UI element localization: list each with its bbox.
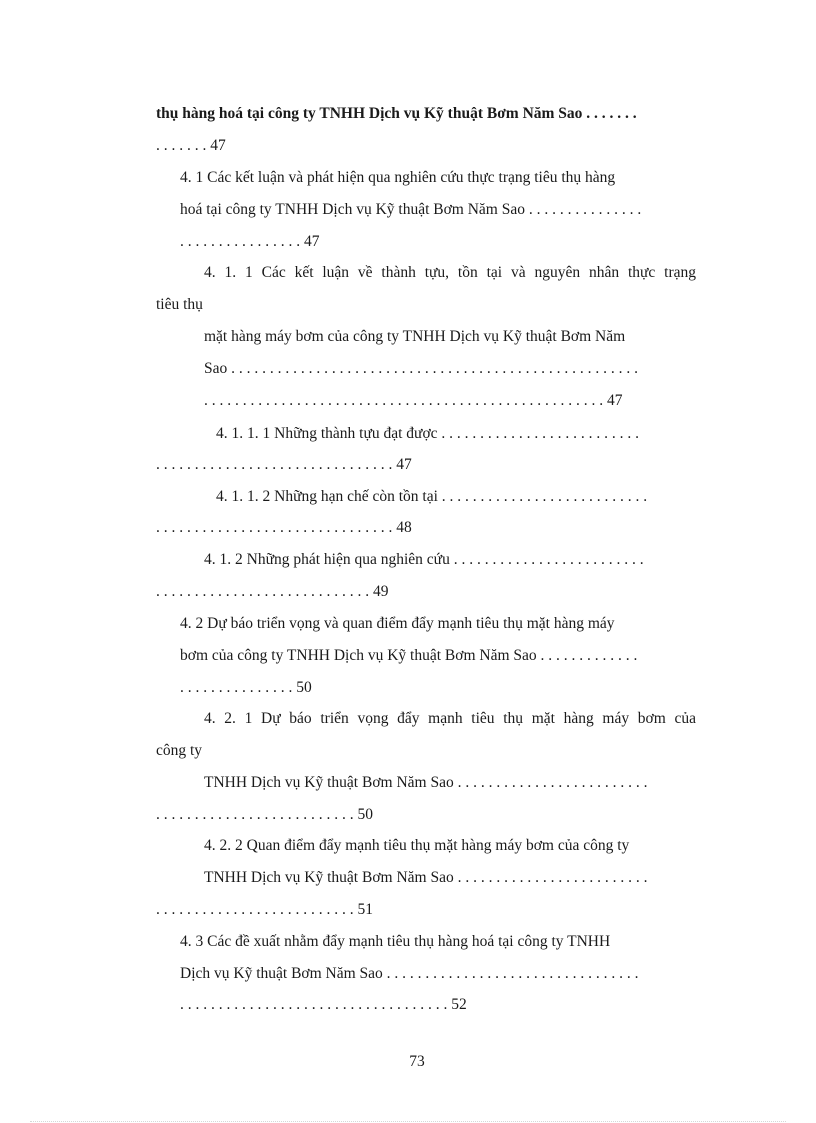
toc-entry-line: 4. 3 Các đề xuất nhằm đẩy mạnh tiêu thụ hàng hoá tại công ty TNHH (180, 933, 611, 950)
toc-entry-line: thụ hàng hoá tại công ty TNHH Dịch vụ Kỹ thuật Bơm Năm Sao . . . . . . . (156, 105, 637, 122)
toc-entry-page-ref: . . . . . . . 47 (156, 137, 226, 154)
toc-entry-line: 4. 1. 1. 1 Những thành tựu đạt được . . . . . . . . . . . . . . . . . . . . . . . . . . (216, 425, 640, 442)
toc-entry-page-ref: . . . . . . . . . . . . . . . . . . . . . . . . . . 50 (156, 806, 373, 823)
toc-entry-page-ref: . . . . . . . . . . . . . . . . 47 (180, 233, 320, 250)
toc-entry-line: 4. 1. 2 Những phát hiện qua nghiên cứu . . . . . . . . . . . . . . . . . . . . . . . . . (204, 551, 644, 568)
toc-entry-line: bơm của công ty TNHH Dịch vụ Kỹ thuật Bơm Năm Sao . . . . . . . . . . . . . (180, 647, 638, 664)
page-bottom-divider (30, 1121, 786, 1122)
toc-entry-line: 4. 1. 1 Các kết luận về thành tựu, tồn tại và nguyên nhân thực trạng (204, 264, 696, 281)
toc-entry-line: hoá tại công ty TNHH Dịch vụ Kỹ thuật Bơm Năm Sao . . . . . . . . . . . . . . . (180, 201, 642, 218)
toc-entry-line: 4. 1 Các kết luận và phát hiện qua nghiên cứu thực trạng tiêu thụ hàng (180, 169, 616, 186)
page-number: 73 (409, 1053, 425, 1070)
toc-entry-line: TNHH Dịch vụ Kỹ thuật Bơm Năm Sao . . . . . . . . . . . . . . . . . . . . . . . . . (204, 774, 648, 791)
toc-entry-line: mặt hàng máy bơm của công ty TNHH Dịch vụ Kỹ thuật Bơm Năm (204, 328, 626, 345)
toc-entry-page-ref: . . . . . . . . . . . . . . . . . . . . . . . . . . . . . . . . . . . 52 (180, 996, 467, 1013)
toc-entry-line: Dịch vụ Kỹ thuật Bơm Năm Sao . . . . . . . . . . . . . . . . . . . . . . . . . . . . . . . . . (180, 965, 639, 982)
toc-entry-page-ref: . . . . . . . . . . . . . . . . . . . . . . . . . . . . . . . 47 (156, 456, 412, 473)
toc-entry-line: 4. 2. 2 Quan điểm đẩy mạnh tiêu thụ mặt hàng máy bơm của công ty (204, 837, 630, 854)
toc-entry-line: 4. 1. 1. 2 Những hạn chế còn tồn tại . . . . . . . . . . . . . . . . . . . . . . . . . . . (216, 488, 648, 505)
toc-entry-line: công ty (156, 742, 203, 759)
toc-entry-line: 4. 2 Dự báo triển vọng và quan điểm đẩy mạnh tiêu thụ mặt hàng máy (180, 615, 615, 632)
toc-entry-page-ref: . . . . . . . . . . . . . . . . . . . . . . . . . . 51 (156, 901, 373, 918)
toc-entry-line: tiêu thụ (156, 296, 203, 313)
toc-entry-page-ref: . . . . . . . . . . . . . . . . . . . . . . . . . . . . 49 (156, 583, 389, 600)
toc-entry-line: TNHH Dịch vụ Kỹ thuật Bơm Năm Sao . . . . . . . . . . . . . . . . . . . . . . . . . (204, 869, 648, 886)
toc-entry-line: 4. 2. 1 Dự báo triển vọng đẩy mạnh tiêu thụ mặt hàng máy bơm của (204, 710, 696, 727)
toc-entry-page-ref: . . . . . . . . . . . . . . . . . . . . . . . . . . . . . . . 48 (156, 519, 412, 536)
toc-entry-page-ref: . . . . . . . . . . . . . . . 50 (180, 679, 312, 696)
toc-entry-line: Sao . . . . . . . . . . . . . . . . . . . . . . . . . . . . . . . . . . . . . . . . . . . . . . . . . . . . . (204, 360, 638, 377)
toc-entry-page-ref: . . . . . . . . . . . . . . . . . . . . . . . . . . . . . . . . . . . . . . . . . . . . . . . . . . . . 47 (204, 392, 623, 409)
